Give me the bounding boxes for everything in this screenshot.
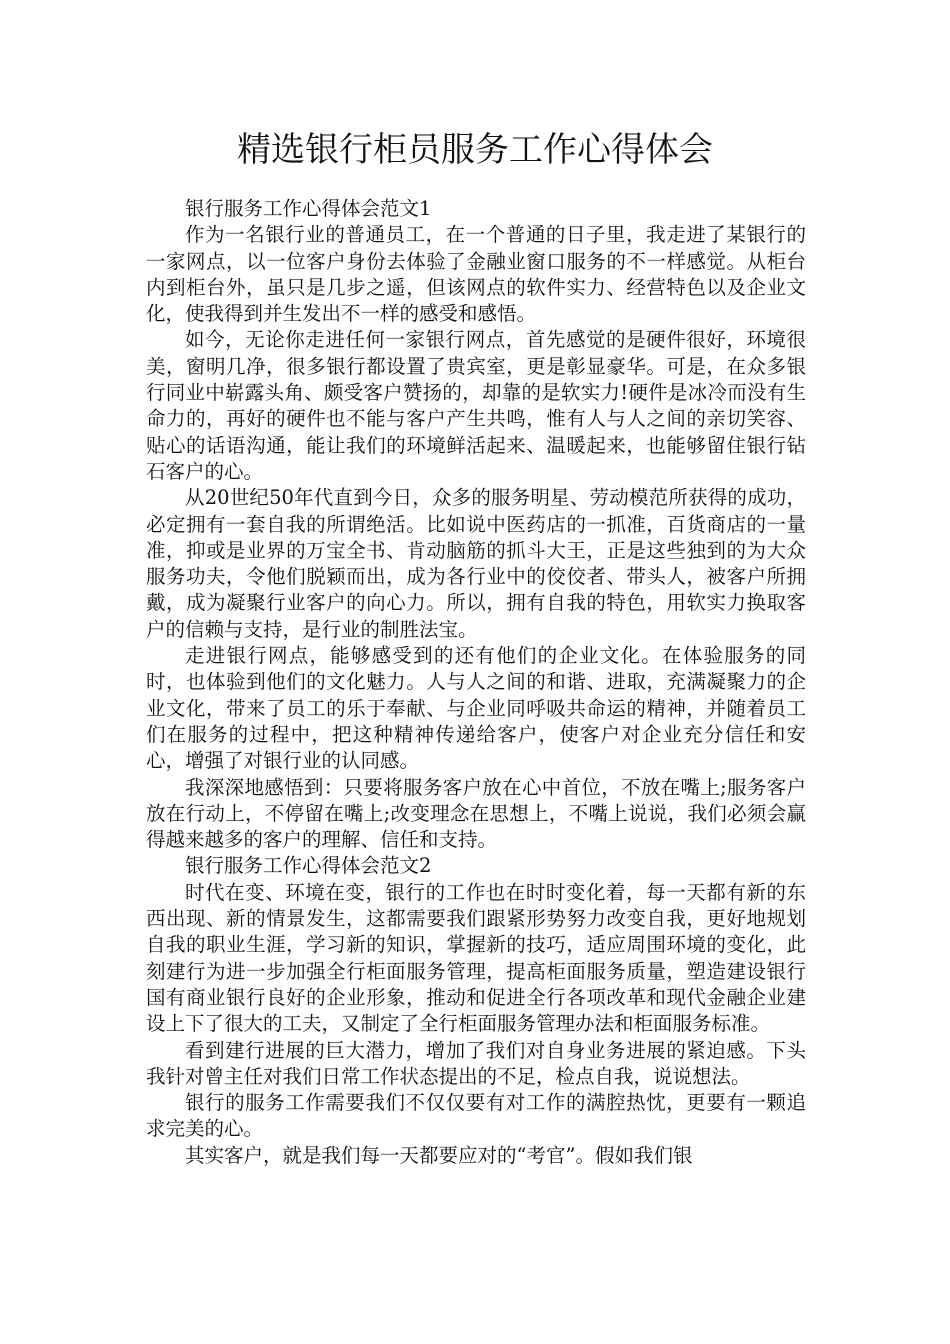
- paragraph: 走进银行网点，能够感受到的还有他们的企业文化。在体验服务的同时，也体验到他们的文化魅力。人与人之间的和谐、进取，充满凝聚力的企业文化，带来了员工的乐于奉献、与企业同呼吸共命运的精神，并随着员工们在服务的过程中，把这种精神传递给客户，使客户对企业充分信任和安心，增强了对银行业的认同感。: [146, 644, 806, 773]
- paragraph: 银行的服务工作需要我们不仅仅要有对工作的满腔热忱，更要有一颗追求完美的心。: [146, 1091, 806, 1141]
- paragraph: 看到建行进展的巨大潜力，增加了我们对自身业务进展的紧迫感。下头我针对曾主任对我们日常工作状态提出的不足，检点自我，说说想法。: [146, 1038, 806, 1088]
- paragraph: 时代在变、环境在变，银行的工作也在时时变化着，每一天都有新的东西出现、新的情景发生，这都需要我们跟紧形势努力改变自我，更好地规划自我的职业生涯，学习新的知识，掌握新的技巧，适应周围环境的变化，此刻建行为进一步加强全行柜面服务管理，提高柜面服务质量，塑造建设银行国有商业银行良好的企业形象，推动和促进全行各项改革和现代金融企业建设上下了很大的工夫，又制定了全行柜面服务管理办法和柜面服务标准。: [146, 880, 806, 1036]
- paragraph: 我深深地感悟到：只要将服务客户放在心中首位，不放在嘴上;服务客户放在行动上，不停留在嘴上;改变理念在思想上，不嘴上说说，我们必须会赢得越来越多的客户的理解、信任和支持。: [146, 775, 806, 852]
- paragraph: 如今，无论你走进任何一家银行网点，首先感觉的是硬件很好，环境很美，窗明几净，很多银行都设置了贵宾室，更是彰显豪华。可是，在众多银行同业中崭露头角、颇受客户赞扬的，却靠的是软实力!硬件是冰冷而没有生命力的，再好的硬件也不能与客户产生共鸣，惟有人与人之间的亲切笑容、贴心的话语沟通，能让我们的环境鲜活起来、温暖起来，也能够留住银行钻石客户的心。: [146, 328, 806, 483]
- section-heading-1: 银行服务工作心得体会范文1: [185, 197, 432, 220]
- paragraph: 从20世纪50年代直到今日，众多的服务明星、劳动模范所获得的成功，必定拥有一套自我的所谓绝活。比如说中医药店的一抓准，百货商店的一量准，抑或是业界的万宝全书、肯动脑筋的抓斗大王，正是这些独到的为大众服务功夫，令他们脱颖而出，成为各行业中的佼佼者、带头人，被客户所拥戴，成为凝聚行业客户的向心力。所以，拥有自我的特色，用软实力换取客户的信赖与支持，是行业的制胜法宝。: [146, 486, 806, 641]
- section-heading-2: 银行服务工作心得体会范文2: [185, 854, 432, 878]
- document-body: [146, 196, 806, 1169]
- document-title: 精选银行柜员服务工作心得体会: [237, 130, 713, 170]
- paragraph: 作为一名银行业的普通员工，在一个普通的日子里，我走进了某银行的一家网点，以一位客户身份去体验了金融业窗口服务的不一样感觉。从柜台内到柜台外，虽只是几步之遥，但该网点的软件实力、经营特色以及企业文化，使我得到并生发出不一样的感受和感悟。: [146, 223, 806, 326]
- paragraph: 其实客户，就是我们每一天都要应对的“考官”。假如我们银: [185, 1143, 693, 1167]
